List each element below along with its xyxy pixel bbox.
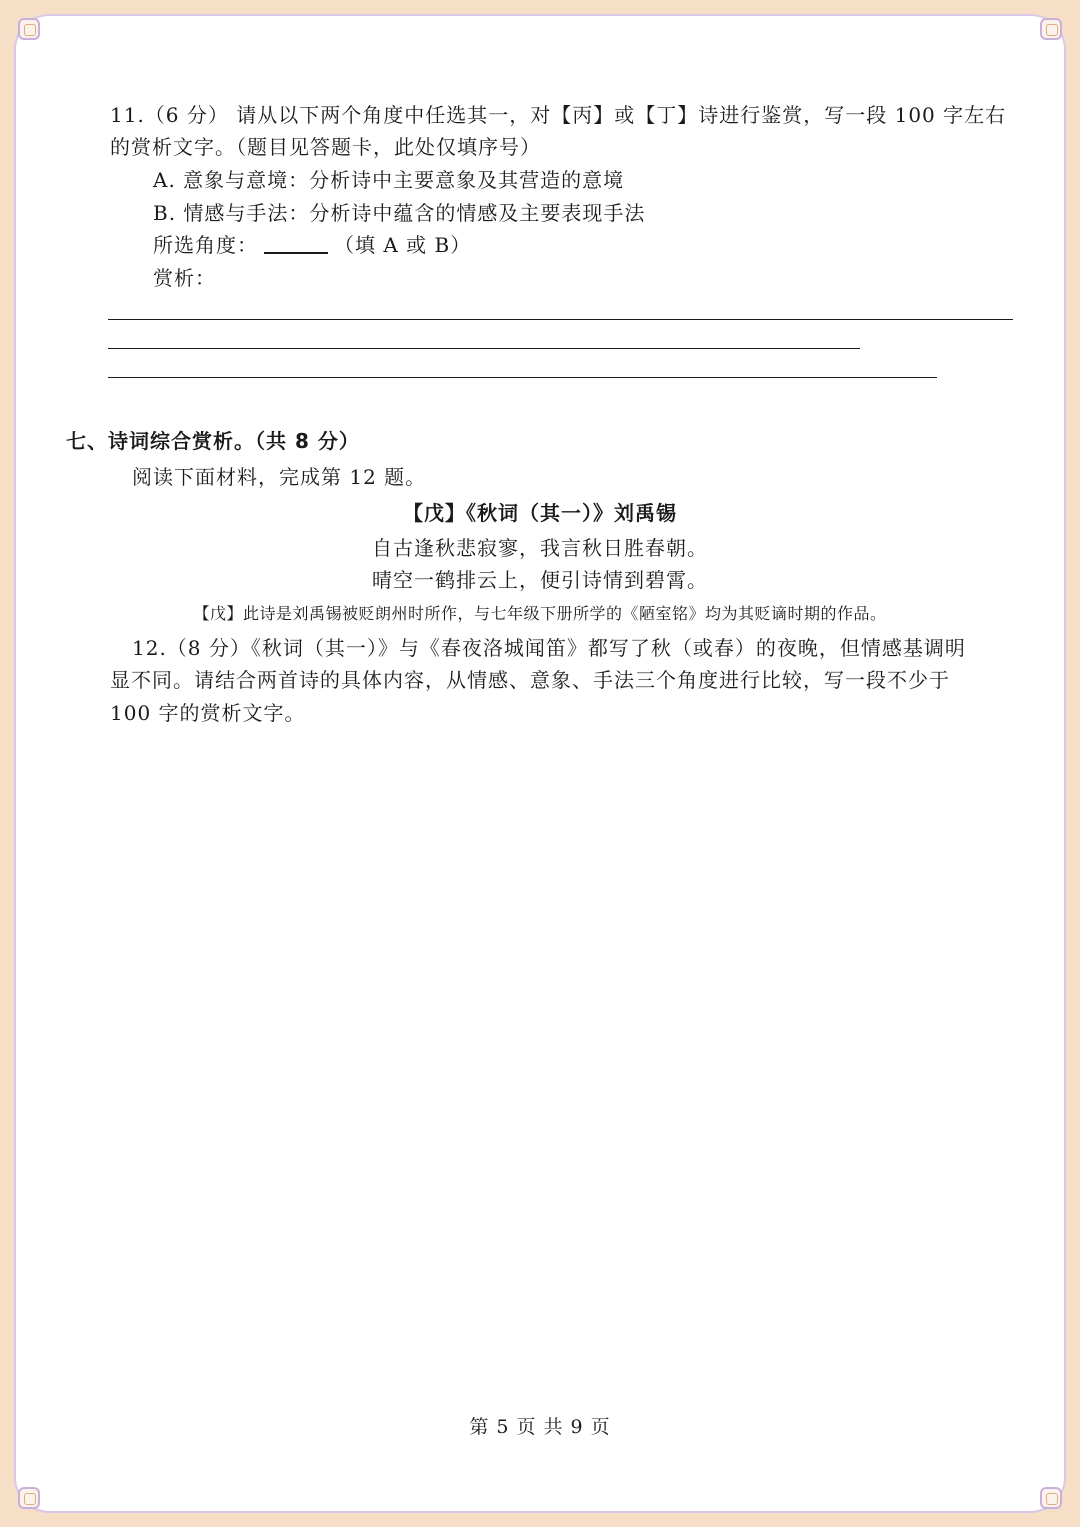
corner-ornament (18, 1487, 40, 1509)
corner-ornament (1040, 1487, 1062, 1509)
q11-chosen-angle (153, 232, 471, 258)
corner-ornament (18, 18, 40, 40)
q11-line-1: 11.（6 分） 请从以下两个角度中任选其一，对【丙】或【丁】诗进行鉴赏，写一段 100 字左右 (110, 103, 1007, 127)
chosen-angle-blank[interactable] (264, 234, 328, 254)
poem-note: 【戊】此诗是刘禹锡被贬朗州时所作，与七年级下册所学的《陋室铭》均为其贬谪时期的作品。 (193, 604, 887, 623)
poem-line-2: 晴空一鹤排云上，便引诗情到碧霄。 (372, 568, 708, 592)
poem-line-1: 自古逢秋悲寂寥，我言秋日胜春朝。 (372, 536, 708, 560)
q11-analysis-label: 赏析： (153, 266, 216, 290)
q12-line-1: 12.（8 分）《秋词（其一）》与《春夜洛城闻笛》都写了秋（或春）的夜晚，但情感基调明 (132, 636, 966, 660)
page-number: 第 5 页 共 9 页 (469, 1416, 611, 1438)
answer-line[interactable] (108, 377, 937, 378)
chosen-angle-hint: （填 A 或 B） (334, 233, 472, 257)
q12-line-2: 显不同。请结合两首诗的具体内容，从情感、意象、手法三个角度进行比较，写一段不少于 (110, 668, 950, 692)
section-intro: 阅读下面材料，完成第 12 题。 (132, 465, 427, 489)
poem-title: 【戊】《秋词（其一）》刘禹锡 (403, 501, 677, 525)
q11-option-b: B. 情感与手法：分析诗中蕴含的情感及主要表现手法 (153, 201, 646, 225)
q11-option-a: A. 意象与意境：分析诗中主要意象及其营造的意境 (153, 168, 625, 192)
q11-line-2: 的赏析文字。（题目见答题卡，此处仅填序号） (110, 135, 541, 159)
chosen-angle-label: 所选角度： (153, 233, 258, 257)
answer-line[interactable] (108, 319, 1013, 320)
corner-ornament (1040, 18, 1062, 40)
answer-line[interactable] (108, 348, 860, 349)
q12-line-3: 100 字的赏析文字。 (110, 701, 306, 725)
section-heading: 七、诗词综合赏析。（共 8 分） (66, 429, 360, 453)
